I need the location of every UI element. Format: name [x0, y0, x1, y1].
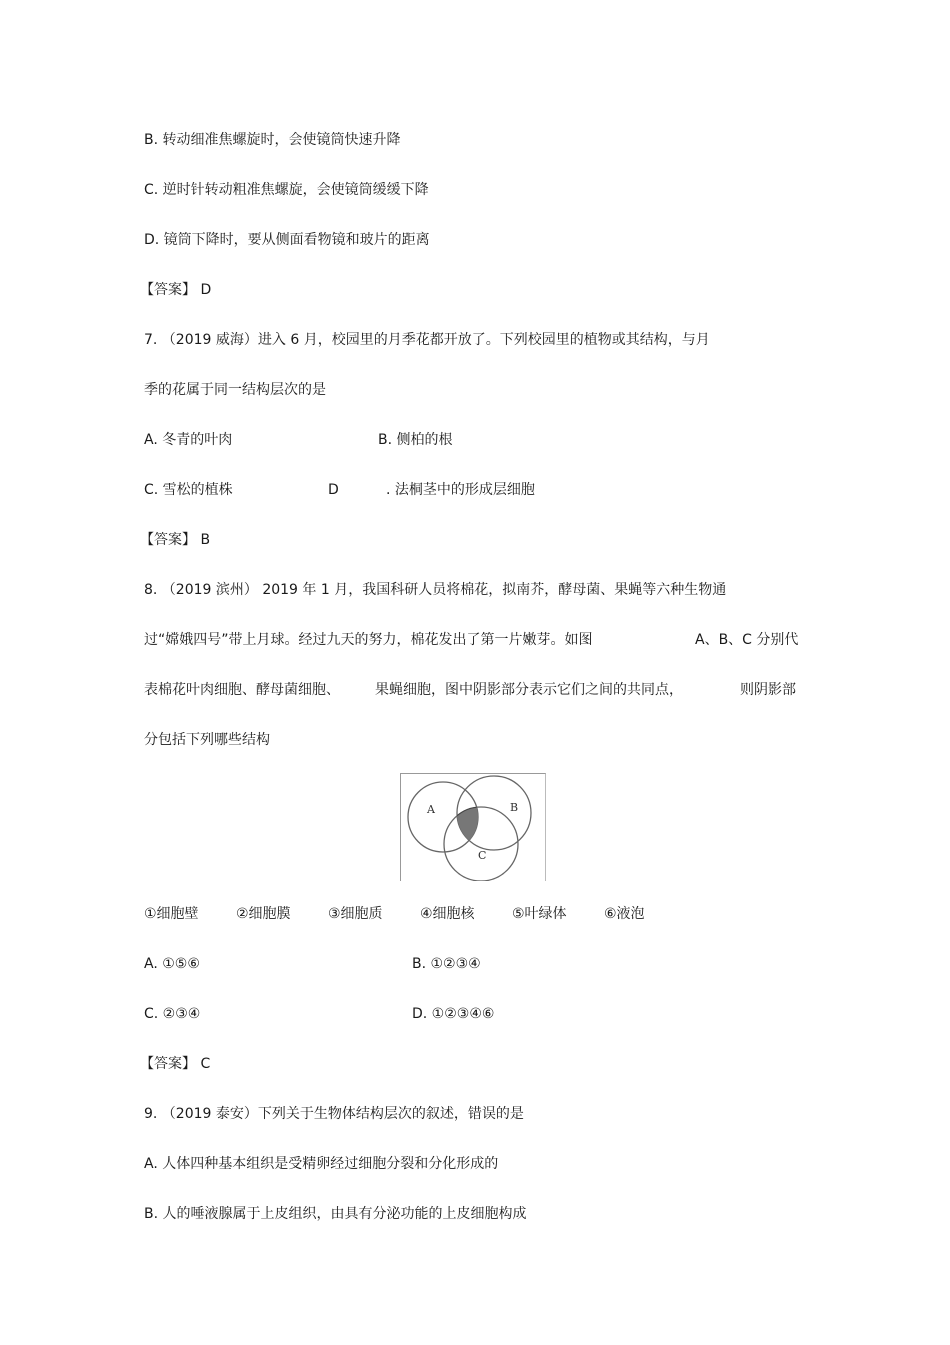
q6-option-c: C. 逆时针转动粗准焦螺旋，会使镜筒缓缓下降 [144, 182, 429, 198]
q8-structure-item-6: ⑥液泡 [604, 906, 645, 922]
q8-structure-item-3: ③细胞质 [328, 906, 383, 922]
venn-diagram [400, 773, 546, 881]
q8-structure-item-4: ④细胞核 [420, 906, 475, 922]
q8-stem-line-2b: A、B、C 分别代 [695, 632, 799, 648]
venn-frame [400, 773, 546, 881]
q9-stem: 9. （2019 泰安）下列关于生物体结构层次的叙述，错误的是 [144, 1106, 524, 1122]
q6-option-b: B. 转动细准焦螺旋时，会使镜筒快速升降 [144, 132, 401, 148]
venn-label-c: C [478, 849, 487, 862]
q7-stem-line-2: 季的花属于同一结构层次的是 [144, 382, 326, 398]
q8-structure-item-5: ⑤叶绿体 [512, 906, 567, 922]
q6-answer: 【答案】 D [140, 282, 212, 298]
q8-option-b: B. ①②③④ [412, 956, 481, 972]
q7-option-a: A. 冬青的叶肉 [144, 432, 233, 448]
q6-option-d: D. 镜筒下降时，要从侧面看物镜和玻片的距离 [144, 232, 430, 248]
q7-option-d-letter: D [328, 482, 339, 498]
q7-answer: 【答案】 B [140, 532, 211, 548]
venn-label-b: B [510, 801, 519, 814]
q8-option-d: D. ①②③④⑥ [412, 1006, 495, 1022]
q8-stem-line-3c: 则阴影部 [740, 682, 796, 698]
q8-answer: 【答案】 C [140, 1056, 211, 1072]
q8-stem-line-2a: 过“嫦娥四号”带上月球。经过九天的努力，棉花发出了第一片嫩芽。如图 [144, 632, 593, 648]
q7-option-c: C. 雪松的植株 [144, 482, 233, 498]
q7-option-d-text: . 法桐茎中的形成层细胞 [386, 482, 535, 498]
q7-stem-line-1: 7. （2019 威海）进入 6 月，校园里的月季花都开放了。下列校园里的植物或其结构，与月 [144, 332, 710, 348]
q7-option-b: B. 侧柏的根 [378, 432, 453, 448]
q9-option-b: B. 人的唾液腺属于上皮组织，由具有分泌功能的上皮细胞构成 [144, 1206, 527, 1222]
q8-stem-line-3b: 果蝇细胞，图中阴影部分表示它们之间的共同点， [375, 682, 683, 698]
q8-option-c: C. ②③④ [144, 1006, 201, 1022]
q8-stem-line-3a: 表棉花叶肉细胞、酵母菌细胞、 [144, 682, 340, 698]
q8-stem-line-1: 8. （2019 滨州） 2019 年 1 月，我国科研人员将棉花，拟南芥，酵母菌、果蝇等六种生物通 [144, 582, 727, 598]
q8-option-a: A. ①⑤⑥ [144, 956, 200, 972]
q8-structure-item-2: ②细胞膜 [236, 906, 291, 922]
q8-structure-item-1: ①细胞壁 [144, 906, 199, 922]
venn-label-a: A [427, 803, 435, 816]
q9-option-a: A. 人体四种基本组织是受精卵经过细胞分裂和分化形成的 [144, 1156, 499, 1172]
q8-stem-line-4: 分包括下列哪些结构 [144, 732, 270, 748]
